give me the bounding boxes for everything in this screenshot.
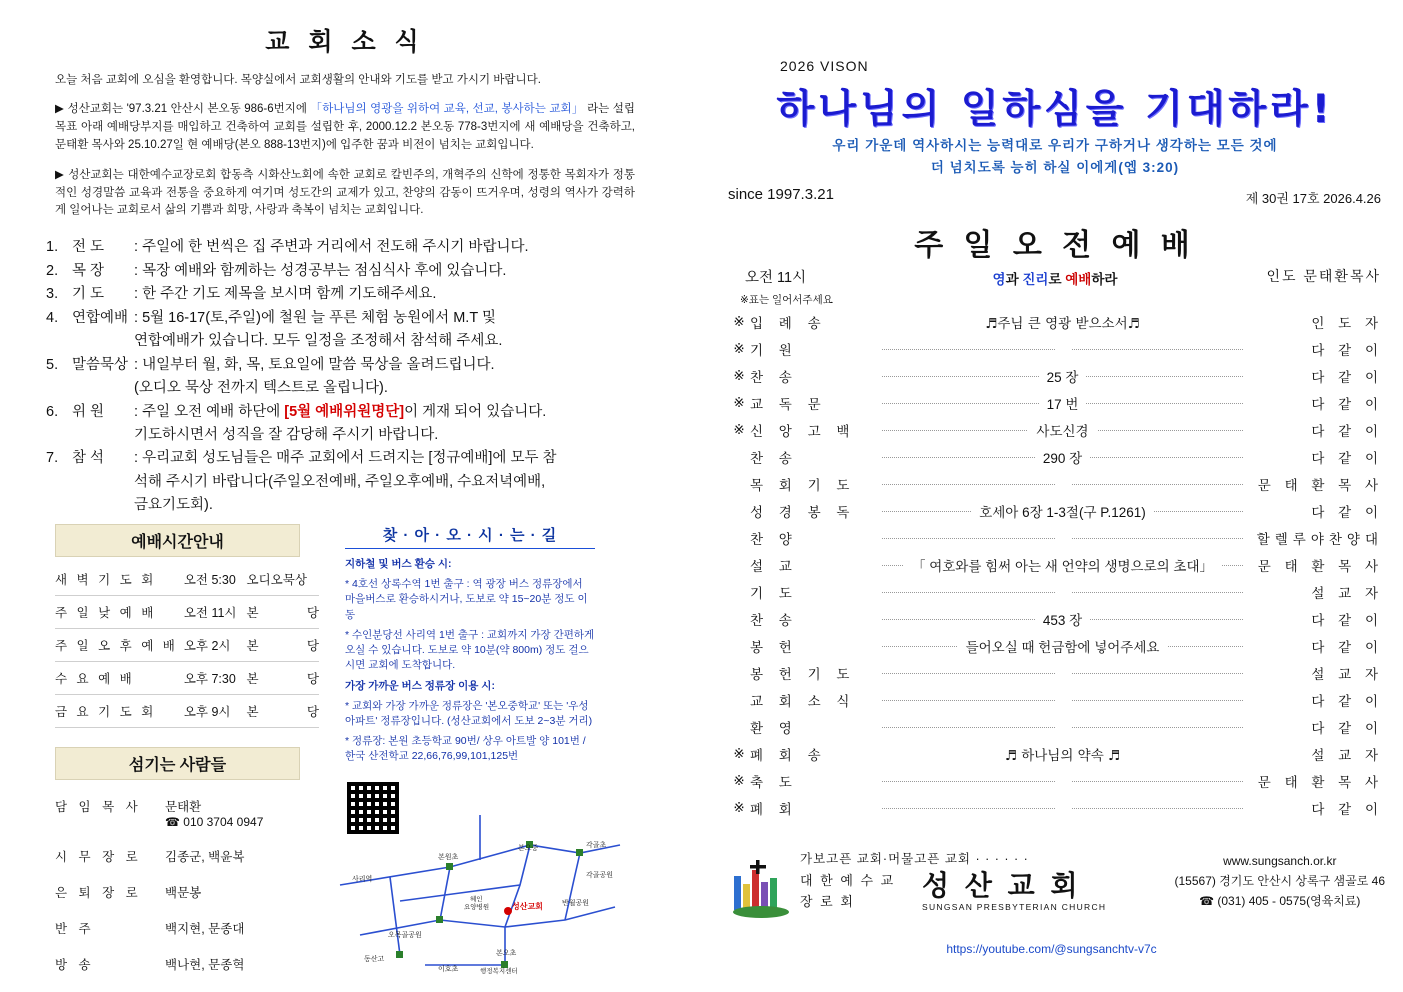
order-detail [882,767,1243,794]
table-row [728,443,1383,470]
order-detail [882,578,1243,605]
item-number: 5. [46,356,59,373]
order-person: 다 같 이 [1311,369,1383,385]
stand-marker: ※ [733,421,745,437]
service-times-title: 예배시간안내 [55,524,300,557]
item-text: : 목장 예배와 함께하는 성경공부는 점심식사 후에 있습니다. [134,262,507,279]
servants-title: 섬기는 사람들 [55,747,300,780]
svg-text:각골초: 각골초 [586,842,607,849]
order-detail [882,686,1243,713]
order-person: 다 같 이 [1311,450,1383,466]
order-item: 교 회 소 식 [750,693,856,709]
servant-names: 김종군, 백윤복 [165,850,245,864]
list-item [46,236,645,259]
order-detail: 17 번 [882,389,1243,416]
service-time: 오전 11시 [178,596,237,629]
order-item: 축 도 [750,774,798,790]
svg-text:반월공원: 반월공원 [562,900,590,907]
item-number: 1. [46,239,59,256]
worship-order [728,308,1383,821]
history-post: 라는 설립 목표 아래 예배당부지를 매입하고 건축하여 교회를 설립한 후, 2000.12.2 본오동 778-3번지에 새 예배당을 건축하고, 문태환 목사와 25.10.27일 현 예배당(본오 888-13번지)에 입주한 꿈과 비전이 넘치는 교회입니다. [55,103,635,151]
founded-since: since 1997.3.21 [728,186,834,203]
order-detail: 사도신경 [882,416,1243,443]
list-item [46,401,645,424]
vision-year-label: 2026 VISON [780,58,869,74]
church-logo-icon [730,858,792,920]
item-continuation: (오디오 묵상 전까지 텍스트로 올립니다). [134,380,388,397]
worship-word: 예배 [1065,272,1092,287]
svg-text:혜인: 혜인 [470,896,483,903]
item-text: : 5월 16-17(토,주일)에 철원 늘 푸른 체험 농원에서 M.T 및 [134,309,496,326]
item-number: 7. [46,450,59,467]
servant-role: 담 임 목 사 [55,800,142,814]
directions-line: * 4호선 상록수역 1번 출구 : 역 광장 버스 정류장에서 마을버스로 환승하시거나, 도보로 약 15~20분 정도 이동 [345,578,588,621]
service-time: 오후 2시 [178,629,237,662]
table-row [55,946,300,982]
stand-marker: ※ [733,799,745,815]
svg-text:본오중: 본오중 [518,845,539,852]
service-time: 오전 5:30 [178,563,237,596]
item-number: 2. [46,262,59,279]
order-detail: ♬주님 큰 영광 받으소서♬ [882,308,1243,335]
order-person: 다 같 이 [1311,504,1383,520]
item-text: : 내일부터 월, 화, 목, 토요일에 말씀 묵상을 올려드립니다. [134,356,495,373]
order-person: 다 같 이 [1311,396,1383,412]
item-text: : 한 주간 기도 제목을 보시며 함께 기도해주세요. [134,286,437,303]
order-item: 교 독 문 [750,396,827,412]
service-name: 주 일 낮 예 배 [55,596,178,629]
map-svg [330,815,630,975]
committee-highlight: [5월 예배위원명단] [284,403,405,420]
order-item: 기 도 [750,585,798,601]
order-item: 목 회 기 도 [750,477,856,493]
order-person: 할렐루야찬양대 [1256,531,1383,547]
order-item: 봉 헌 기 도 [750,666,856,682]
history-paragraph [55,101,635,154]
service-time-label: 오전 11시 [745,270,807,286]
order-person: 문 태 환 목 사 [1257,774,1383,790]
table-row [728,740,1383,767]
service-heading: 주 일 오 전 예 배 [914,229,1196,262]
table-row [728,794,1383,821]
service-time: 오후 7:30 [178,662,237,695]
order-detail: ♬ 하나님의 약속 ♬ [882,740,1243,767]
service-name: 수 요 예 배 [55,662,178,695]
order-detail: 453 장 [882,605,1243,632]
table-row [55,596,319,629]
order-person: 문 태 환 목 사 [1257,558,1383,574]
stand-marker [728,551,750,578]
svg-text:본오초: 본오초 [496,950,517,957]
service-place: 본 [237,695,307,728]
location-map [330,815,630,975]
servant-role: 방 송 [55,958,95,972]
welcome-text: 오늘 처음 교회에 오심을 환영합니다. 목양실에서 교회생활의 안내와 기도를 받고 가시기 바랍니다. [55,74,541,86]
table-row [728,362,1383,389]
servant-role: 은 퇴 장 로 [55,886,142,900]
directions-title: 찾 · 아 · 오 · 시 · 는 · 길 [345,524,595,549]
svg-text:행정복지센터: 행정복지센터 [480,968,518,975]
table-row [728,308,1383,335]
stand-marker: ※ [733,745,745,761]
order-detail: 들어오실 때 헌금함에 넣어주세요 [882,632,1243,659]
stand-marker [728,605,750,632]
footer [700,850,1403,990]
stand-marker [728,443,750,470]
order-item: 폐 회 [750,801,798,817]
directions-body [345,557,595,765]
service-place2 [307,563,319,596]
service-place: 오디오묵상 [237,563,307,596]
table-row [55,563,319,596]
table-row [728,632,1383,659]
table-row [728,767,1383,794]
stand-marker [728,659,750,686]
item-key: 말씀묵상 [72,356,129,373]
list-item [46,283,645,306]
item-number: 6. [46,403,59,420]
truth-conj: 로 [1048,272,1066,287]
order-item: 환 영 [750,720,798,736]
table-row [728,335,1383,362]
item-key: 연합예배 [72,309,129,326]
history-highlight: 「하나님의 영광을 위하여 교육, 선교, 봉사하는 교회」 [310,103,584,116]
table-row [728,713,1383,740]
directions-line: 지하철 및 버스 환승 시: [345,558,452,570]
servants-panel [55,747,300,982]
left-column [0,0,690,992]
order-detail [882,470,1243,497]
denomination-line2: 장 로 회 [800,894,855,910]
table-row [55,629,319,662]
stand-marker: ※ [733,394,745,410]
svg-text:이호초: 이호초 [438,966,459,973]
order-detail [882,713,1243,740]
order-item: 찬 송 [750,450,798,466]
item-key: 위 원 [72,403,105,420]
order-person: 다 같 이 [1311,693,1383,709]
order-person: 설 교 자 [1311,666,1383,682]
church-news-title: 교 회 소 식 [265,28,425,56]
vision-verse-line1: 우리 가운데 역사하시는 능력대로 우리가 구하거나 생각하는 모든 것에 [832,138,1278,153]
stand-marker: ※ [733,772,745,788]
item-key: 목 장 [72,262,105,279]
order-item: 신 앙 고 백 [750,423,856,439]
history-pre: ▶ 성산교회는 '97.3.21 안산시 본오동 986-6번지에 [55,103,311,116]
order-item: 기 원 [750,342,798,358]
table-row [728,389,1383,416]
order-item: 찬 송 [750,369,798,385]
table-row [728,578,1383,605]
church-phone: ☎ (031) 405 - 0575(영육치료) [1199,893,1361,908]
item-number: 4. [46,309,59,326]
table-row [728,605,1383,632]
order-detail: 「 여호와를 힘써 아는 새 언약의 생명으로의 초대」 [882,551,1243,578]
item-text: : 주일에 한 번씩은 집 주변과 거리에서 전도해 주시기 바랍니다. [134,239,529,256]
order-detail [882,524,1243,551]
doctrine-paragraph: ▶ 성산교회는 대한예수교장로회 합동측 시화산노회에 속한 교회로 칼빈주의, 개혁주의 신학에 정통한 목회자가 정통적인 성경말씀 교육과 전통을 중요하게 여기며 성도간의 교제가 있고, 찬양의 감동이 뜨거우며, 성령의 역사가 강력하게 일어나는 교회로서 삶의 기쁨과 희망, 사랑과 축복이 넘치는 교회입니다. [55,168,635,217]
service-time: 오후 9시 [178,695,237,728]
table-row [728,497,1383,524]
service-times-table [55,563,319,728]
table-row [55,788,300,838]
servant-role: 시 무 장 로 [55,850,142,864]
service-place2: 당 [307,629,319,662]
right-column [700,0,1403,992]
service-place: 본 [237,629,307,662]
table-row [55,695,319,728]
youtube-url[interactable]: https://youtube.com/@sungsanchtv-v7c [946,942,1157,956]
order-detail: 290 장 [882,443,1243,470]
order-person: 설 교 자 [1311,585,1383,601]
item-key: 참 석 [72,450,105,467]
servant-name-text: 문태환 [165,800,202,814]
item-continuation: 금요기도회). [134,497,213,514]
svg-text:성산교회: 성산교회 [512,902,543,911]
item-text: : 주일 오전 예배 하단에 [5월 예배위원명단]이 게재 되어 있습니다. [134,403,547,420]
order-detail: 호세아 6장 1-3절(구 P.1261) [882,497,1243,524]
item-text: : 우리교회 성도님들은 매주 교회에서 드려지는 [정규예배]에 모두 참 [134,450,557,467]
svg-text:요양병원: 요양병원 [464,904,490,911]
order-item: 봉 헌 [750,639,798,655]
order-person: 인 도 자 [1311,315,1383,331]
list-item [46,307,645,330]
item-key: 기 도 [72,286,105,303]
worship-order-table [728,308,1383,821]
item-key: 전 도 [72,239,105,256]
worship-suffix: 하라 [1091,272,1118,287]
vision-verse-line2: 더 넘치도록 능히 하실 이에게(엡 3:20) [930,160,1180,175]
service-place2: 당 [307,662,319,695]
svg-text:동산고: 동산고 [364,956,385,963]
service-place: 본 [237,596,307,629]
order-detail: 25 장 [882,362,1243,389]
service-place: 본 [237,662,307,695]
church-name: 성 산 교 회 [922,870,1082,901]
worship-leader: 인도 문태환목사 [1266,268,1381,284]
servant-names: 백지현, 문종대 [165,922,245,936]
order-person: 설 교 자 [1311,747,1383,763]
table-row [728,659,1383,686]
order-person: 문 태 환 목 사 [1257,477,1383,493]
servant-names: 백문봉 [165,886,202,900]
stand-marker [728,686,750,713]
service-times-panel [55,524,319,728]
pastor-phone: ☎ 010 3704 0947 [165,815,264,829]
stand-marker [728,470,750,497]
table-row [728,470,1383,497]
list-item [46,447,645,470]
stand-marker: ※ [733,313,745,329]
denomination-line1: 대 한 예 수 교 [800,872,896,888]
stand-marker [728,524,750,551]
item-continuation: 석해 주시기 바랍니다(주일오전예배, 주일오후예배, 수요저녁예배, [134,473,546,490]
servants-table [55,788,300,982]
table-row [728,524,1383,551]
servant-role: 반 주 [55,922,95,936]
item-continuation: 연합예배가 있습니다. 모두 일정을 조정해서 참석해 주세요. [134,333,503,350]
table-row [55,838,300,874]
order-person: 다 같 이 [1311,612,1383,628]
servant-names: 백나현, 문종혁 [165,958,245,972]
order-item: 폐 회 송 [750,747,827,763]
service-name: 금 요 기 도 회 [55,695,178,728]
spirit-word: 영 [992,272,1006,287]
table-row [55,910,300,946]
church-slogan: 가보고픈 교회·머물고픈 교회 · · · · · · [800,852,1029,866]
order-item: 설 교 [750,558,798,574]
stand-note: ※표는 일어서주세요 [740,294,833,306]
truth-word: 진리 [1022,272,1049,287]
vision-statement: 하나님의 일하심을 기대하라! [776,87,1334,132]
service-name: 주 일 오 후 예 배 [55,629,178,662]
issue-number: 제 30권 17호 2026.4.26 [1245,191,1381,206]
order-person: 다 같 이 [1311,801,1383,817]
directions-line: * 교회와 가장 가까운 정류장은 '본오중학교' 또는 '우성아파트' 정류장입니다. (성산교회에서 도보 2~3분 거리) [345,699,593,727]
svg-text:본원초: 본원초 [438,854,459,861]
order-item: 찬 송 [750,612,798,628]
spirit-conj: 과 [1005,272,1023,287]
table-row [728,551,1383,578]
svg-text:오목골공원: 오목골공원 [388,932,422,939]
order-person: 다 같 이 [1311,720,1383,736]
directions-panel [345,524,595,770]
order-person: 다 같 이 [1311,639,1383,655]
order-detail [882,335,1243,362]
directions-line: * 정류장: 본원 초등학교 90번/ 상우 아트발 양 101번 / 한국 산전학교 22,66,76,99,101,125번 [345,735,586,763]
service-name: 새 벽 기 도 회 [55,563,178,596]
order-person: 다 같 이 [1311,423,1383,439]
directions-line: 가장 가까운 버스 정류장 이용 시: [345,679,495,692]
website-url[interactable]: www.sungsanch.or.kr [1223,854,1337,868]
stand-marker: ※ [733,340,745,356]
order-person: 다 같 이 [1311,342,1383,358]
directions-line: * 수인분당선 사리역 1번 출구 : 교회까지 가장 간편하게 오실 수 있습니다. 도보로 약 10분(약 800m) 정도 걸으시면 교회에 도착합니다. [345,628,595,672]
item-continuation: 기도하시면서 성직을 잘 감당해 주시기 바랍니다. [134,427,439,443]
stand-marker [728,497,750,524]
table-row [55,662,319,695]
table-row [728,416,1383,443]
service-place2: 당 [307,596,319,629]
servant-names [165,788,300,838]
church-address: (15567) 경기도 안산시 상록구 샘골로 46 [1174,873,1385,888]
stand-marker: ※ [733,367,745,383]
svg-text:사리역: 사리역 [352,876,373,883]
table-row [728,686,1383,713]
footer-contact [1175,852,1385,911]
stand-marker [728,713,750,740]
list-item [46,354,645,377]
table-row [55,874,300,910]
order-detail [882,794,1243,821]
service-place2: 당 [307,695,319,728]
order-detail [882,659,1243,686]
item-number: 3. [46,286,59,303]
order-item: 입 례 송 [750,315,827,331]
stand-marker [728,632,750,659]
order-item: 성 경 봉 독 [750,504,856,520]
announcement-list [46,236,645,518]
stand-marker [728,578,750,605]
church-name-english: SUNGSAN PRESBYTERIAN CHURCH [922,902,1107,912]
list-item [46,260,645,283]
svg-text:각골공원: 각골공원 [586,872,614,879]
order-item: 찬 양 [750,531,798,547]
